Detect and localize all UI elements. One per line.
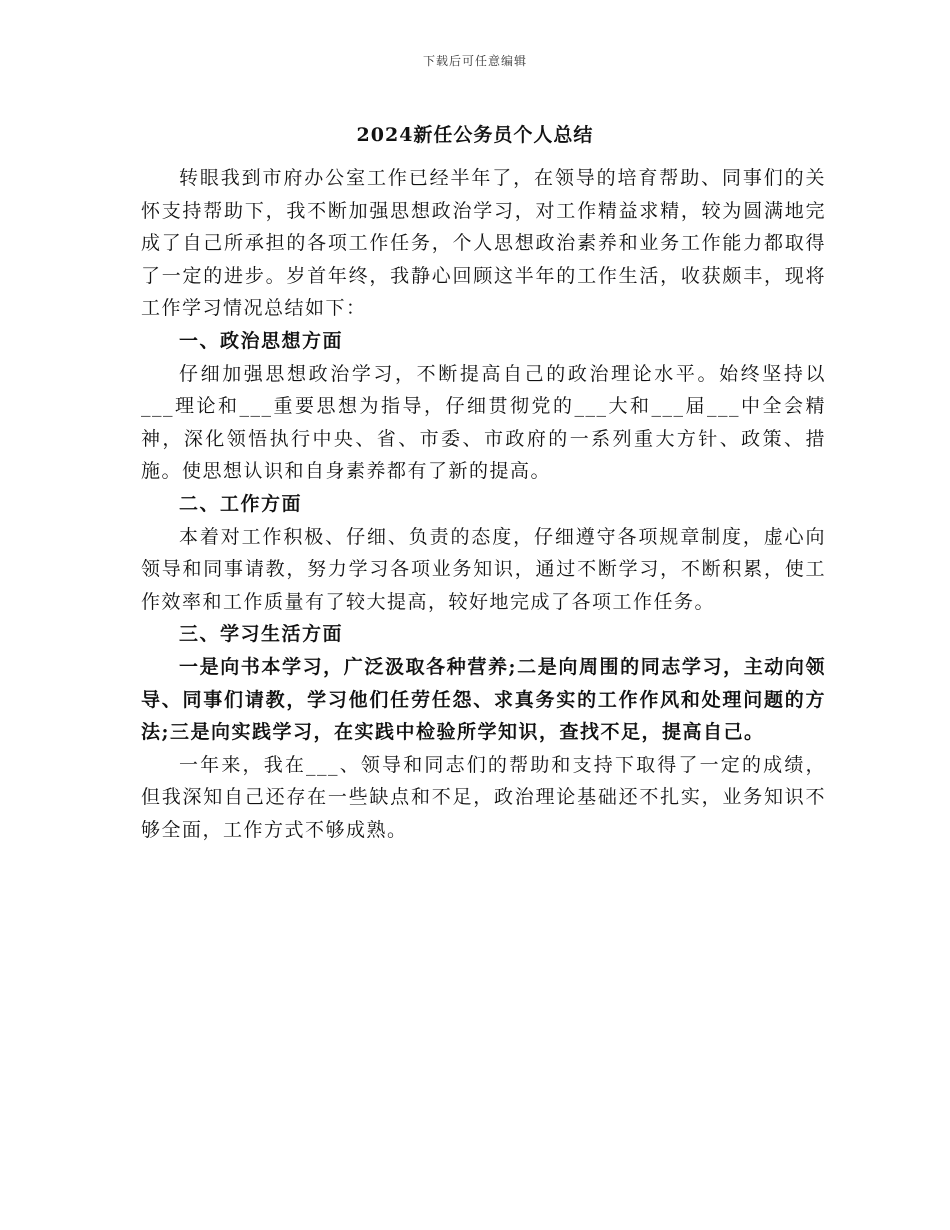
header-note: 下载后可任意编辑 (422, 54, 527, 68)
section-heading-political: 一、政治思想方面 (179, 329, 344, 352)
intro-paragraph: 转眼我到市府办公室工作已经半年了，在领导的培育帮助、同事们的关怀支持帮助下，我不断加强思想政治学习，对工作精益求精，较为圆满地完成了自己所承担的各项工作任务，个人思想政治素养和业务工作能力都取得了一定的进步。岁首年终，我静心回顾这半年的工作生活，收获颇丰，现将工作学习情况总结如下： (141, 167, 826, 320)
closing-paragraph: 一年来，我在___、领导和同志们的帮助和支持下取得了一定的成绩，但我深知自己还存在一些缺点和不足，政治理论基础还不扎实，业务知识不够全面，工作方式不够成熟。 (141, 753, 826, 841)
section-heading-work: 二、工作方面 (179, 492, 303, 515)
document-body (141, 162, 826, 846)
work-paragraph: 本着对工作积极、仔细、负责的态度，仔细遵守各项规章制度，虚心向领导和同事请教，努力学习各项业务知识，通过不断学习，不断积累，使工作效率和工作质量有了较大提高，较好地完成了各项工作任务。 (141, 525, 826, 613)
document-title: 2024新任公务员个人总结 (356, 124, 594, 146)
section-heading-study: 三、学习生活方面 (179, 623, 344, 646)
political-paragraph: 仔细加强思想政治学习，不断提高自己的政治理论水平。始终坚持以___理论和___重要思想为指导，仔细贯彻党的___大和___届___中全会精神，深化领悟执行中央、省、市委、市政府的一系列重大方针、政策、措施。使思想认识和自身素养都有了新的提高。 (141, 362, 826, 483)
study-paragraph: 一是向书本学习，广泛汲取各种营养;二是向周围的同志学习，主动向领导、同事们请教，学习他们任劳任怨、求真务实的工作作风和处理问题的方法;三是向实践学习，在实践中检验所学知识，查找不足，提高自己。 (141, 655, 826, 744)
